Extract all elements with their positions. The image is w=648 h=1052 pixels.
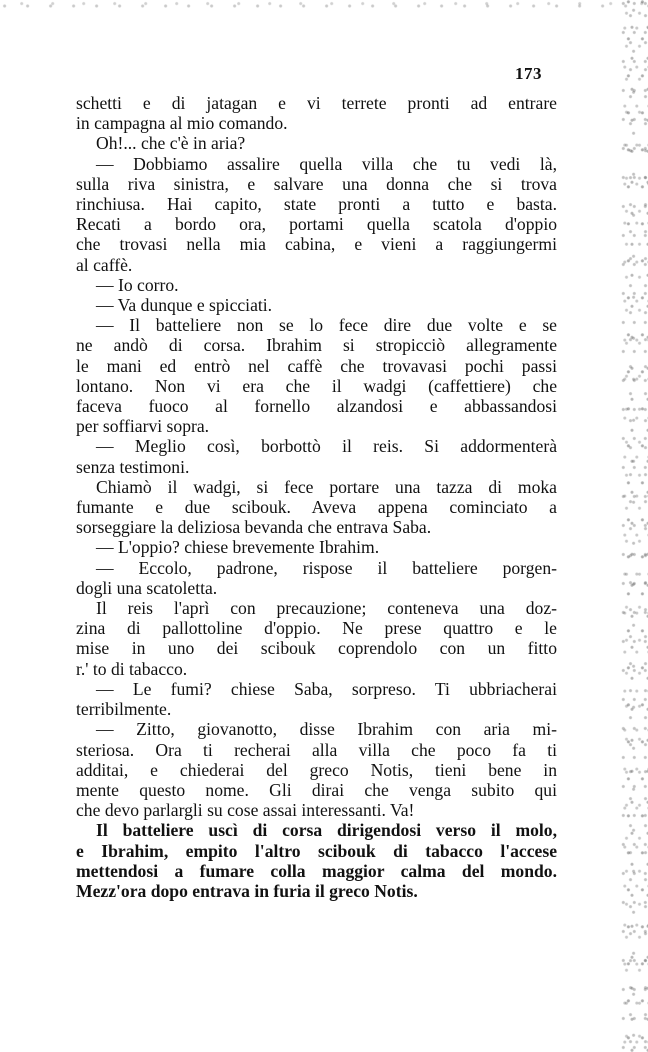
text-line: — Le fumi? chiese Saba, sorpreso. Ti ubbriacherai	[96, 678, 557, 699]
text-line: sorseggiare la deliziosa bevanda che entrava Saba.	[76, 517, 432, 538]
text-line: dogli una scatoletta.	[76, 577, 218, 598]
text-line: Il batteliere uscì di corsa dirigendosi verso il molo,	[96, 820, 557, 841]
text-line: — Meglio così, borbottò il reis. Si addormenterà	[96, 436, 557, 457]
text-line: — L'oppio? chiese brevemente Ibrahim.	[96, 537, 380, 558]
text-line: terribilmente.	[76, 699, 172, 720]
page-number: 173	[515, 64, 542, 83]
text-line: Mezz'ora dopo entrava in furia il greco Notis.	[76, 880, 418, 901]
text-line: e Ibrahim, empito l'altro scibouk di tabacco l'accese	[76, 840, 557, 861]
text-line: Recati a bordo ora, portami quella scatola d'oppio	[76, 214, 557, 235]
text-line: senza testimoni.	[76, 456, 190, 477]
text-line: Il reis l'aprì con precauzione; conteneva una doz-	[96, 598, 557, 619]
text-line: in campagna al mio comando.	[76, 113, 288, 134]
text-line: fumante e due scibouk. Aveva appena cominciato a	[76, 497, 557, 518]
text-line: — Eccolo, padrone, rispose il batteliere porgen-	[96, 557, 557, 578]
text-line: sulla riva sinistra, e salvare una donna che si trova	[76, 173, 557, 194]
text-line: — Il batteliere non se lo fece dire due volte e se	[96, 315, 557, 336]
text-line: — Va dunque e spicciati.	[96, 295, 273, 316]
text-line: ne andò di corsa. Ibrahim si stropicciò allegramente	[76, 335, 557, 356]
text-line: che devo parlargli su cose assai interessanti. Va!	[76, 800, 415, 821]
text-line: Chiamò il wadgi, si fece portare una tazza di moka	[96, 476, 557, 497]
text-line: rinchiusa. Hai capito, state pronti a tutto e basta.	[76, 194, 557, 215]
text-line: Oh!... che c'è in aria?	[96, 133, 246, 154]
text-line: — Dobbiamo assalire quella villa che tu vedi là,	[96, 153, 557, 174]
body-text	[76, 93, 557, 901]
text-line: lontano. Non vi era che il wadgi (caffettiere) che	[76, 375, 557, 396]
text-line: schetti e di jatagan e vi terrete pronti ad entrare	[76, 93, 557, 113]
text-line: zina di pallottoline d'oppio. Ne prese quattro e le	[76, 618, 557, 639]
text-line: le mani ed entrò nel caffè che trovavasi pochi passi	[76, 355, 557, 376]
scan-edge-noise-top	[0, 0, 648, 12]
text-line: per soffiarvi sopra.	[76, 416, 210, 437]
text-line: r.' to di tabacco.	[76, 658, 188, 679]
text-line: mettendosi a fumare colla maggior calma del mondo.	[76, 860, 557, 881]
text-line: — Io corro.	[96, 274, 179, 295]
text-line: mente questo nome. Gli dirai che venga subito qui	[76, 779, 557, 800]
text-line: che trovasi nella mia cabina, e vieni a raggiungermi	[76, 234, 557, 255]
text-line: faceva fuoco al fornello alzandosi e abbassandosi	[76, 396, 557, 417]
text-line: additai, e chiederai del greco Notis, tieni bene in	[76, 759, 557, 780]
text-line: steriosa. Ora ti recherai alla villa che poco fa ti	[76, 739, 557, 760]
text-line: al caffè.	[76, 254, 133, 275]
text-line: mise in uno dei scibouk coprendolo con un fitto	[76, 638, 557, 659]
scan-edge-noise-right	[620, 0, 648, 1052]
text-line: — Zitto, giovanotto, disse Ibrahim con aria mi-	[96, 719, 557, 740]
